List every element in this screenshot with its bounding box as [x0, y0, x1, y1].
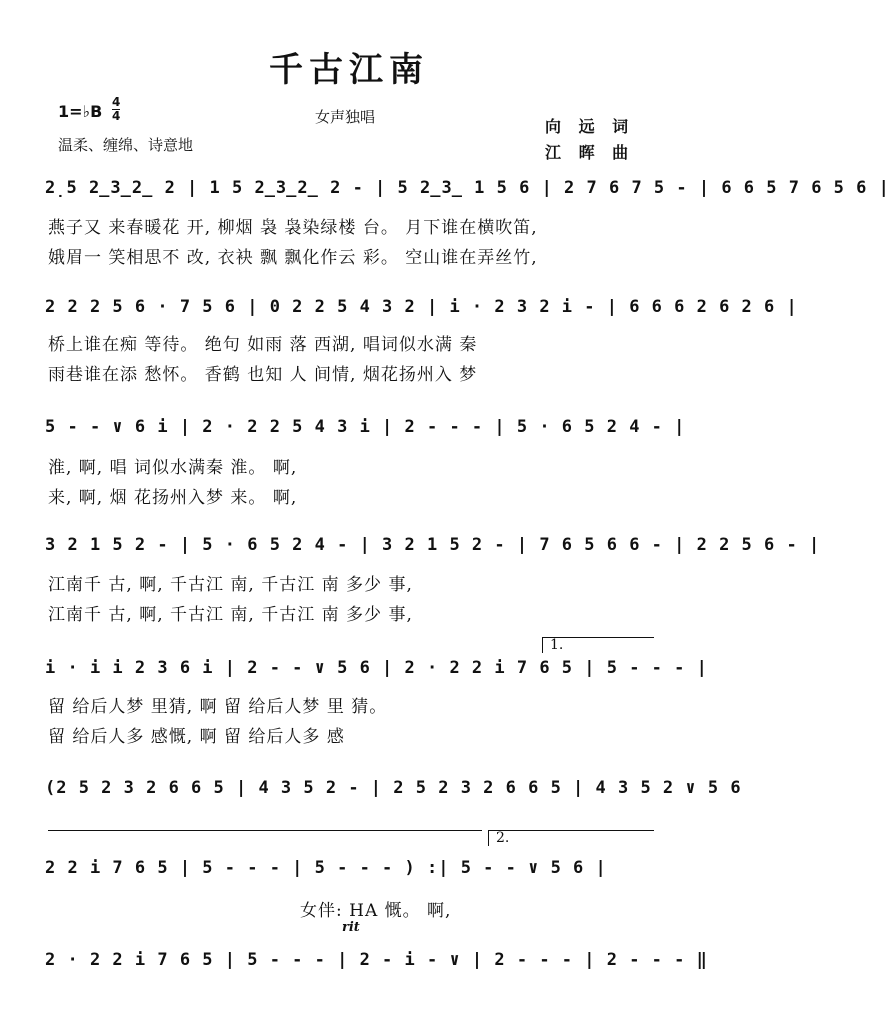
lyric-row-2-verse-1: 桥上谁在痴 等待。 绝句 如雨 落 西湖, 唱词似水满 秦	[48, 335, 478, 355]
key-signature: 1=♭B	[58, 102, 103, 121]
lyricist-credit: 向 远 词	[545, 117, 635, 136]
notation-row-1: 2̣5 2̲3̲2̲ 2 | 1 5 2̲3̲2̲ 2 - | 5 2̲3̲ 1 5 6 | 2 7 6 7 5 - | 6 6 5 7 6 5 6 |	[45, 178, 890, 198]
notation-row-7: 2 2 i 7 6 5 | 5 - - - | 5 - - - ) :| 5 - - ∨ 5 6 |	[45, 858, 607, 878]
notation-row-3: 5 - - ∨ 6 i | 2 · 2 2 5 4 3 i | 2 - - - | 5 · 6 5 2 4 - |	[45, 417, 686, 437]
lyric-row-3-verse-1: 淮, 啊, 唱 词似水满秦 淮。 啊,	[48, 458, 298, 478]
time-signature	[112, 96, 120, 123]
lyric-row-4-verse-2: 江南千 古, 啊, 千古江 南, 千古江 南 多少 事,	[48, 605, 413, 625]
composer-credit: 江 晖 曲	[545, 143, 635, 162]
expression-mark: 温柔、缠绵、诗意地	[58, 136, 194, 154]
performance-type: 女声独唱	[315, 108, 376, 126]
volta-1-bracket-end	[542, 637, 543, 653]
time-bottom: 4	[112, 109, 121, 123]
volta-1-label: 1.	[550, 637, 564, 653]
notation-row-5: i · i i 2 3 6 i | 2 - - ∨ 5 6 | 2 · 2 2 i 7 6 5 | 5 - - - |	[45, 658, 708, 678]
song-title: 千古江南	[269, 50, 429, 90]
volta-2-bracket-end	[488, 830, 489, 846]
notation-row-4: 3 2 1 5 2 - | 5 · 6 5 2 4 - | 3 2 1 5 2 - | 7 6 5 6 6 - | 2 2 5 6 - |	[45, 535, 821, 555]
lyric-row-1-verse-1: 燕子又 来春暖花 开, 柳烟 袅 袅染绿楼 台。 月下谁在横吹笛,	[48, 218, 538, 238]
lyric-row-3-verse-2: 来, 啊, 烟 花扬州入梦 来。 啊,	[48, 488, 298, 508]
lyric-row-2-verse-2: 雨巷谁在添 愁怀。 香鹤 也知 人 间情, 烟花扬州入 梦	[48, 365, 478, 385]
ritardando-mark: rit	[342, 920, 360, 935]
lyric-row-1-verse-2: 娥眉一 笑相思不 改, 衣袂 飘 飘化作云 彩。 空山谁在弄丝竹,	[48, 248, 538, 268]
notation-row-8: 2 · 2 2 i 7 6 5 | 5 - - - | 2 - i - ∨ | 2 - - - | 2 - - - ‖	[45, 950, 708, 970]
lyric-row-4-verse-1: 江南千 古, 啊, 千古江 南, 千古江 南 多少 事,	[48, 575, 413, 595]
time-top: 4	[112, 95, 121, 109]
volta-1-span-line	[48, 830, 482, 831]
lyric-row-5-verse-2: 留 给后人多 感慨, 啊 留 给后人多 感	[48, 727, 345, 747]
lyric-row-7: 女伴: HA 慨。 啊,	[300, 901, 452, 921]
volta-2-bracket	[488, 830, 654, 831]
notation-row-6: (2 5 2 3 2 6 6 5 | 4 3 5 2 - | 2 5 2 3 2 6 6 5 | 4 3 5 2 ∨ 5 6	[45, 778, 742, 798]
volta-2-label: 2.	[496, 830, 510, 846]
lyric-row-5-verse-1: 留 给后人梦 里猜, 啊 留 给后人梦 里 猜。	[48, 697, 388, 717]
notation-row-2: 2 2 2 5 6 · 7 5 6 | 0 2 2 5 4 3 2 | i · 2 3 2 i - | 6 6 6 2 6 2 6 |	[45, 297, 798, 317]
